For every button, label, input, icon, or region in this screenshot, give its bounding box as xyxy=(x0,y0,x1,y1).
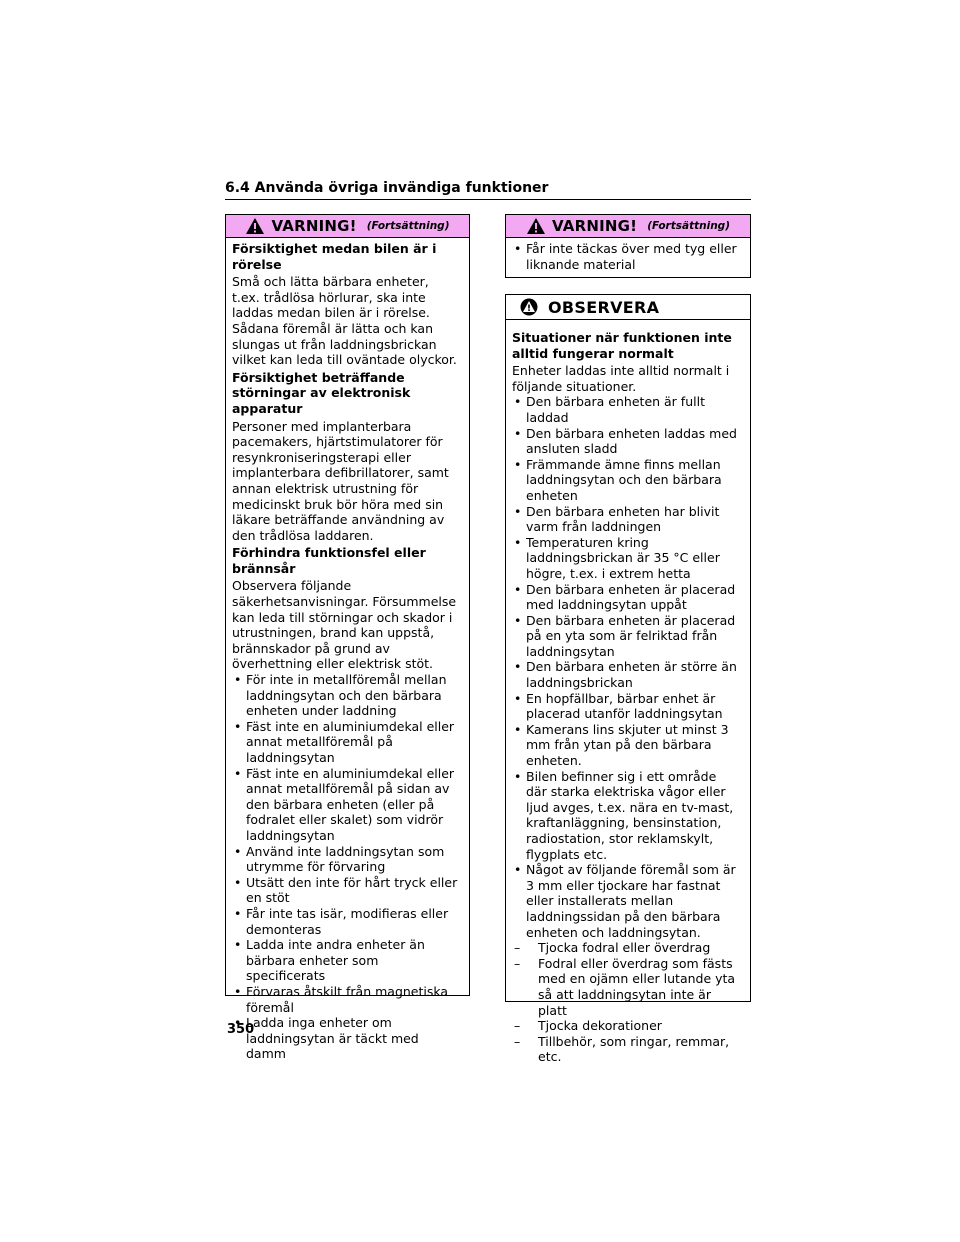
warning-triangle-icon xyxy=(526,217,546,235)
list-item: • Den bärbara enheten laddas med ansluten sladd xyxy=(512,426,740,457)
subheading: Försiktighet beträffande störningar av elektronisk apparatur xyxy=(232,369,411,416)
notice-title: OBSERVERA xyxy=(548,297,660,317)
notice-body xyxy=(506,320,750,1065)
list-item: • En hopfällbar, bärbar enhet är placerad utanför laddningsytan xyxy=(512,691,740,722)
subheading: Förhindra funktionsfel eller brännsår xyxy=(232,545,426,576)
list-item: • Förvaras åtskilt från magnetiska föremål xyxy=(232,984,459,1015)
paragraph: Enheter laddas inte alltid normalt i följande situationer. xyxy=(512,363,730,394)
notice-box xyxy=(505,294,751,1065)
dash-list xyxy=(514,940,740,1065)
paragraph: Personer med implanterbara pacemakers, hjärtstimulatorer för resynkroniseringsterapi eller implanterbara defibrillatorer, samt annan elektrisk utrustning för medicinskt bruk bör höra med sin läkare beträffande användning av den trådlösa laddaren. xyxy=(232,418,449,543)
list-item: • Den bärbara enheten är fullt laddad xyxy=(512,394,740,425)
notice-icon xyxy=(520,298,538,316)
paragraph: Små och lätta bärbara enheter, t.ex. trådlösa hörlurar, ska inte laddas medan bilen är i rörelse. Sådana föremål är lätta och kan slungas ut från laddningsbrickan vilket kan leda till oväntade olyckor. xyxy=(232,274,457,368)
paragraph: Observera följande säkerhetsanvisningar. Försummelse kan leda till störningar och skador i utrustningen, brand kan uppstå, brännskador på grund av överhettning eller elektrisk stöt. xyxy=(232,578,457,672)
list-item: • Den bärbara enheten är placerad på en yta som är felriktad från laddningsytan xyxy=(512,613,740,660)
subheading: Situationer när funktionen inte alltid fungerar normalt xyxy=(512,330,732,361)
warning-body xyxy=(506,238,750,272)
list-item: • Får inte täckas över med tyg eller liknande material xyxy=(512,241,740,272)
list-item: • Den bärbara enheten är placerad med laddningsytan uppåt xyxy=(512,582,740,613)
list-item: • Fäst inte en aluminiumdekal eller annat metallföremål på laddningsytan xyxy=(232,719,459,766)
list-item: • Fäst inte en aluminiumdekal eller annat metallföremål på sidan av den bärbara enheten (eller på fodralet eller skalet) som vidrör laddningsytan xyxy=(232,766,459,844)
list-item: – Tillbehör, som ringar, remmar, etc. xyxy=(514,1034,740,1065)
notice-header xyxy=(506,295,750,320)
list-item: • Främmande ämne finns mellan laddningsytan och den bärbara enheten xyxy=(512,457,740,504)
warning-title: VARNING! xyxy=(271,217,357,235)
section-divider xyxy=(225,199,751,200)
bullet-list xyxy=(512,241,740,272)
warning-header xyxy=(226,215,469,238)
list-item: • Får inte tas isär, modifieras eller demonteras xyxy=(232,906,459,937)
bullet-list xyxy=(512,394,740,940)
list-item: • Den bärbara enheten är större än laddningsbrickan xyxy=(512,659,740,690)
warning-header xyxy=(506,215,750,238)
list-item: – Fodral eller överdrag som fästs med en ojämn eller lutande yta så att laddningsytan inte är platt xyxy=(514,956,740,1018)
warning-continued: (Fortsättning) xyxy=(647,220,730,232)
list-item: • Ladda inte andra enheter än bärbara enheter som specificerats xyxy=(232,937,459,984)
list-item: • Temperaturen kring laddningsbrickan är 35 °C eller högre, t.ex. i extrem hetta xyxy=(512,535,740,582)
list-item: • Kamerans lins skjuter ut minst 3 mm från ytan på den bärbara enheten. xyxy=(512,722,740,769)
list-item: • Något av följande föremål som är 3 mm eller tjockare har fastnat eller installerats mellan laddningssidan på den bärbara enheten och laddningsytan. xyxy=(512,862,740,940)
warning-body xyxy=(226,238,469,1062)
warning-title: VARNING! xyxy=(551,217,638,235)
list-item: – Tjocka dekorationer xyxy=(514,1018,740,1034)
page-number: 350 xyxy=(227,1022,255,1037)
warning-box-right xyxy=(505,214,751,278)
subheading: Försiktighet medan bilen är i rörelse xyxy=(232,241,437,272)
list-item: – Tjocka fodral eller överdrag xyxy=(514,940,740,956)
list-item: • Utsätt den inte för hårt tryck eller en stöt xyxy=(232,875,459,906)
list-item: • Den bärbara enheten har blivit varm från laddningen xyxy=(512,504,740,535)
list-item: • Bilen befinner sig i ett område där starka elektriska vågor eller ljud avges, t.ex. nära en tv-mast, kraftanläggning, bensinstation, radiostation, stor reklamskylt, flygplats etc. xyxy=(512,769,740,863)
bullet-list xyxy=(232,672,459,1062)
list-item: • Använd inte laddningsytan som utrymme för förvaring xyxy=(232,844,459,875)
list-item: • Ladda inga enheter om laddningsytan är täckt med damm xyxy=(232,1015,459,1062)
warning-continued: (Fortsättning) xyxy=(366,220,450,232)
warning-triangle-icon xyxy=(245,217,265,235)
section-header: 6.4 Använda övriga invändiga funktioner xyxy=(225,180,549,196)
list-item: • För inte in metallföremål mellan laddningsytan och den bärbara enheten under laddning xyxy=(232,672,459,719)
